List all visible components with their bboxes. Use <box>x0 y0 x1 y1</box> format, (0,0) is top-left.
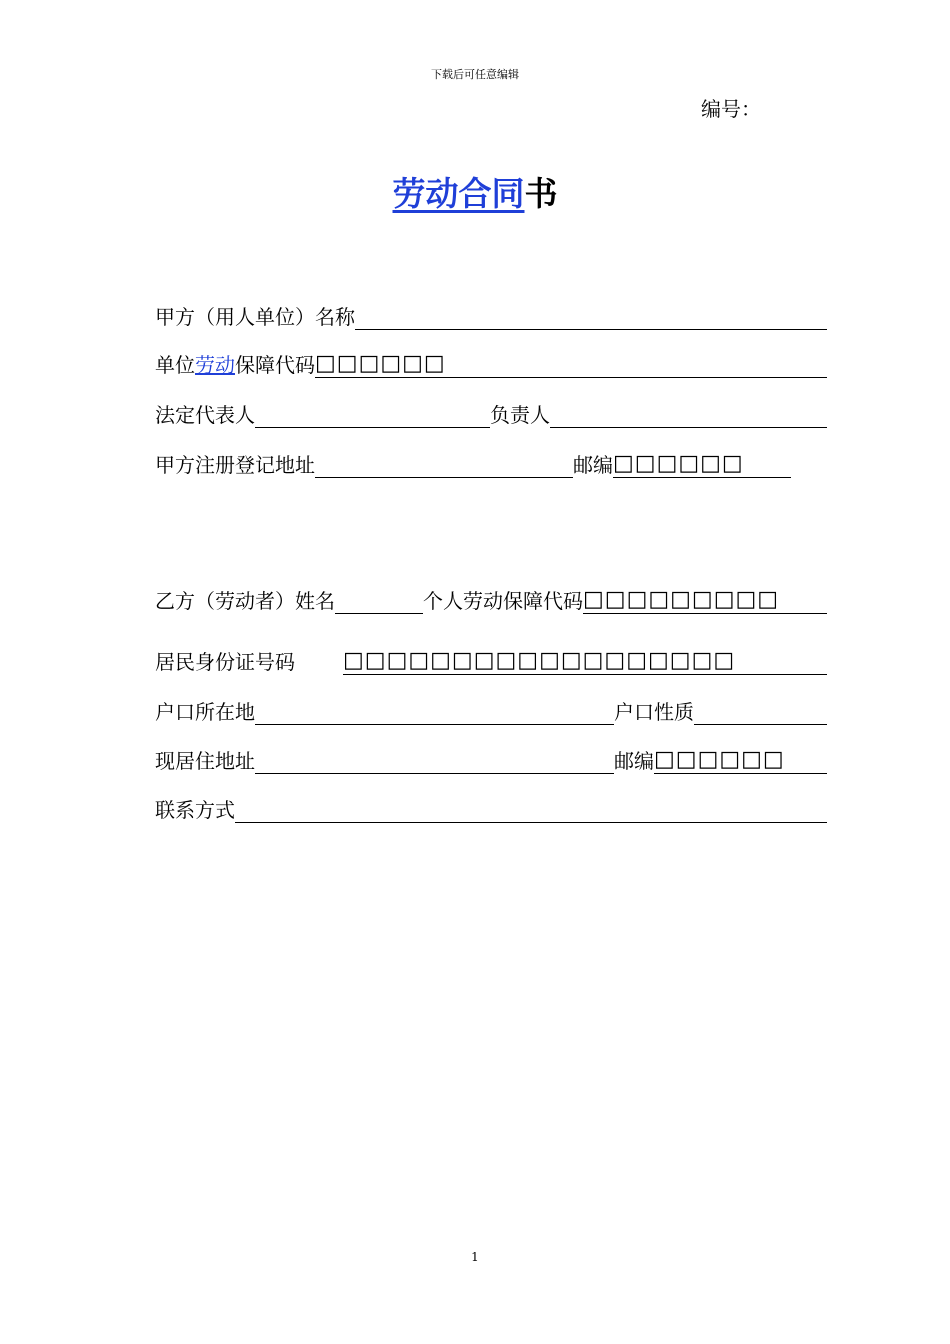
party-a-code-boxes: □□□□□□ <box>315 352 446 376</box>
party-a-address-field[interactable] <box>315 452 573 478</box>
hukou-location-label: 户口所在地 <box>155 700 255 724</box>
party-b-name-label: 乙方（劳动者）姓名 <box>155 589 335 613</box>
party-b-postcode-field[interactable] <box>654 748 827 774</box>
id-number-label: 居民身份证号码 <box>155 650 295 674</box>
party-a-code-label <box>155 352 315 378</box>
code-label-pre: 单位 <box>155 353 195 377</box>
party-a-name-label: 甲方（用人单位）名称 <box>155 305 355 329</box>
legal-rep-label: 法定代表人 <box>155 403 255 427</box>
party-a-postcode-label: 邮编 <box>573 453 613 477</box>
responsible-field[interactable] <box>550 402 827 428</box>
party-a-address-row <box>155 446 827 478</box>
hukou-location-field[interactable] <box>255 699 614 725</box>
personal-code-label: 个人劳动保障代码 <box>423 589 583 613</box>
party-a-postcode-boxes: □□□□□□ <box>613 452 744 476</box>
current-address-field[interactable] <box>255 748 614 774</box>
party-b-postcode-label: 邮编 <box>614 749 654 773</box>
party-a-address-label: 甲方注册登记地址 <box>155 453 315 477</box>
party-a-name-row <box>155 298 827 330</box>
contact-field[interactable] <box>235 797 827 823</box>
id-number-field[interactable] <box>343 649 827 675</box>
contact-label: 联系方式 <box>155 798 235 822</box>
party-b-name-row <box>155 582 827 614</box>
code-label-post: 保障代码 <box>235 353 315 377</box>
labor-link[interactable]: 劳动 <box>195 353 235 377</box>
id-number-row <box>155 643 827 675</box>
personal-code-field[interactable] <box>583 588 827 614</box>
party-a-name-field[interactable] <box>355 304 827 330</box>
current-address-row <box>155 742 827 774</box>
party-b-postcode-boxes: □□□□□□ <box>654 748 785 772</box>
header-note: 下载后可任意编辑 <box>431 68 519 81</box>
responsible-label: 负责人 <box>490 403 550 427</box>
hukou-type-field[interactable] <box>694 699 827 725</box>
party-a-code-field[interactable] <box>315 352 827 378</box>
party-a-code-row <box>155 346 827 378</box>
title-link[interactable]: 劳动合同 <box>392 174 525 213</box>
legal-rep-field[interactable] <box>255 402 490 428</box>
page-number: 1 <box>471 1250 479 1264</box>
contract-number-label: 编号： <box>701 97 761 121</box>
title-suffix: 书 <box>524 174 558 213</box>
party-a-rep-row <box>155 396 827 428</box>
id-number-boxes: □□□□□□□□□□□□□□□□□□ <box>343 649 736 673</box>
personal-code-boxes: □□□□□□□□□ <box>583 588 780 612</box>
hukou-type-label: 户口性质 <box>614 700 694 724</box>
party-a-postcode-field[interactable] <box>613 452 791 478</box>
document-title <box>0 168 950 215</box>
contact-row <box>155 791 827 823</box>
current-address-label: 现居住地址 <box>155 749 255 773</box>
hukou-row <box>155 693 827 725</box>
party-b-name-field[interactable] <box>335 588 423 614</box>
